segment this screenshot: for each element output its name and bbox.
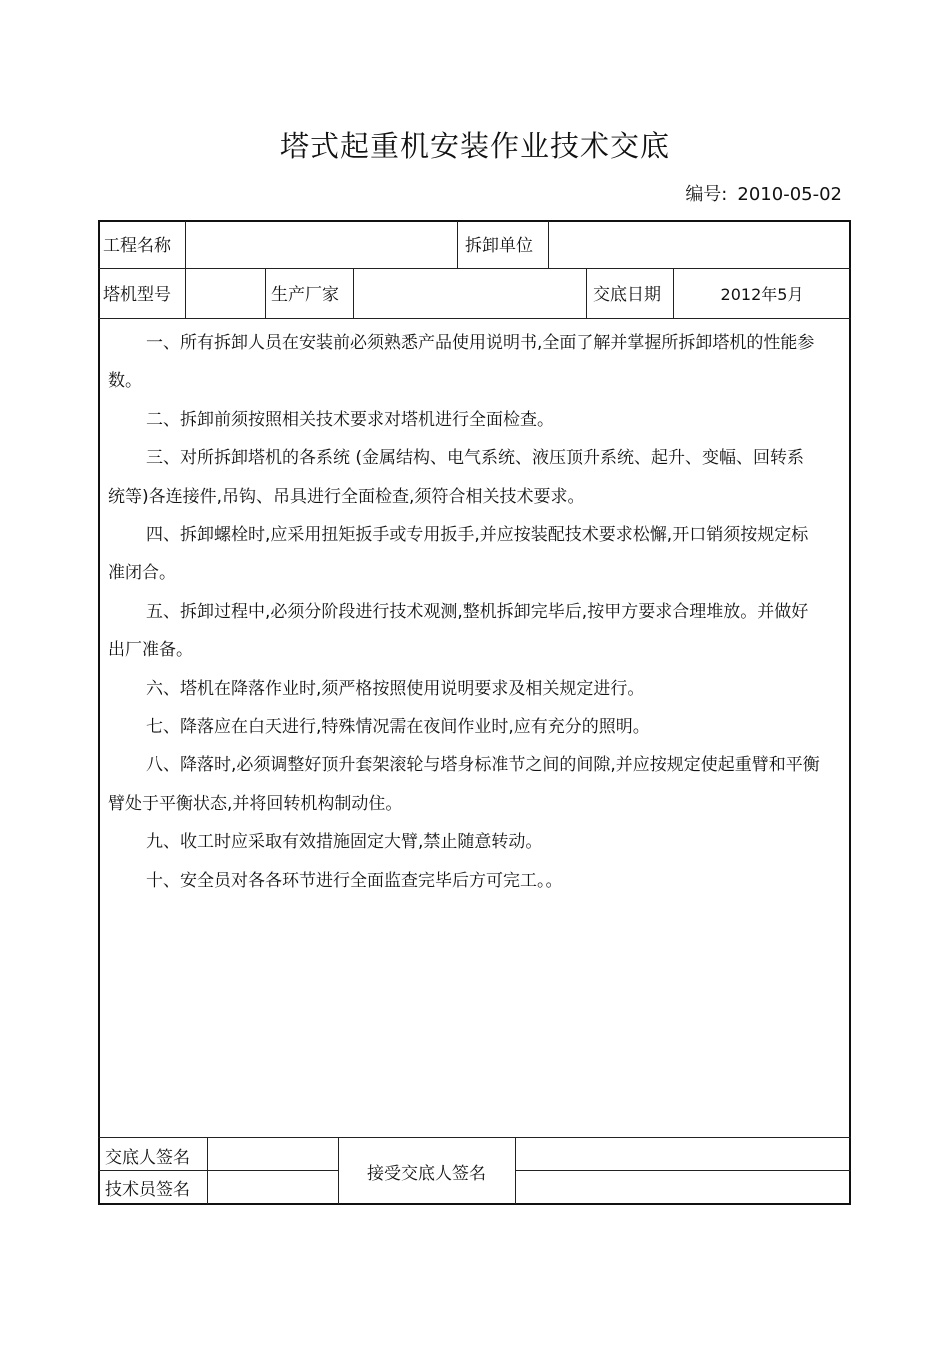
- column-divider: [457, 221, 458, 268]
- row-divider: [98, 318, 851, 319]
- document-title: 塔式起重机安装作业技术交底: [279, 129, 670, 163]
- manufacturer-label: 生产厂家: [271, 285, 339, 305]
- briefing-item: 二、拆卸前须按照相关技术要求对塔机进行全面检查。: [146, 409, 554, 430]
- briefing-item: 十、安全员对各各环节进行全面监查完毕后方可完工。。: [146, 870, 563, 891]
- briefer-signature-label: 交底人签名: [105, 1148, 190, 1168]
- row-divider: [98, 1170, 338, 1171]
- row-divider: [515, 1170, 851, 1171]
- dismantle-unit-label: 拆卸单位: [465, 236, 533, 256]
- receiver-signature-label: 接受交底人签名: [367, 1164, 486, 1184]
- briefing-item: 七、降落应在白天进行,特殊情况需在夜间作业时,应有充分的照明。: [146, 717, 650, 738]
- column-divider: [586, 268, 587, 318]
- briefing-item: 九、收工时应采取有效措施固定大臂,禁止随意转动。: [146, 832, 543, 853]
- briefing-item: 一、所有拆卸人员在安装前必须熟悉产品使用说明书,全面了解并掌握所拆卸塔机的性能参数。: [108, 333, 815, 392]
- crane-model-label: 塔机型号: [103, 285, 171, 305]
- column-divider: [548, 221, 549, 268]
- technician-signature-label: 技术员签名: [105, 1180, 190, 1200]
- row-divider: [98, 268, 851, 269]
- document-number-value: 2010-05-02: [737, 184, 842, 205]
- document-number: [685, 180, 842, 206]
- document-number-label: 编号:: [685, 184, 728, 205]
- briefing-date-value: 2012年5月: [720, 285, 804, 304]
- briefing-item: 八、降落时,必须调整好顶升套架滚轮与塔身标准节之间的间隙,并应按规定使起重臂和平衡臂处于平衡状态,并将回转机构制动住。: [108, 755, 820, 814]
- column-divider: [185, 221, 186, 268]
- row-divider: [98, 1137, 851, 1138]
- briefing-item: 四、拆卸螺栓时,应采用扭矩扳手或专用扳手,并应按装配技术要求松懈,开口销须按规定标准闭合。: [108, 525, 809, 584]
- briefing-content: [108, 324, 820, 900]
- project-name-label: 工程名称: [103, 236, 171, 256]
- column-divider: [265, 268, 266, 318]
- column-divider: [515, 1137, 516, 1204]
- briefing-item: 六、塔机在降落作业时,须严格按照使用说明要求及相关规定进行。: [146, 678, 645, 699]
- column-divider: [207, 1137, 208, 1204]
- briefing-item: 三、对所拆卸塔机的各系统 (金属结构、电气系统、液压顶升系统、起升、变幅、回转系统等)各连接件,吊钩、吊具进行全面检查,须符合相关技术要求。: [108, 448, 805, 507]
- column-divider: [353, 268, 354, 318]
- column-divider: [185, 268, 186, 318]
- briefing-item: 五、拆卸过程中,必须分阶段进行技术观测,整机拆卸完毕后,按甲方要求合理堆放。并做好出厂准备。: [108, 601, 809, 661]
- briefing-date-label: 交底日期: [593, 285, 661, 305]
